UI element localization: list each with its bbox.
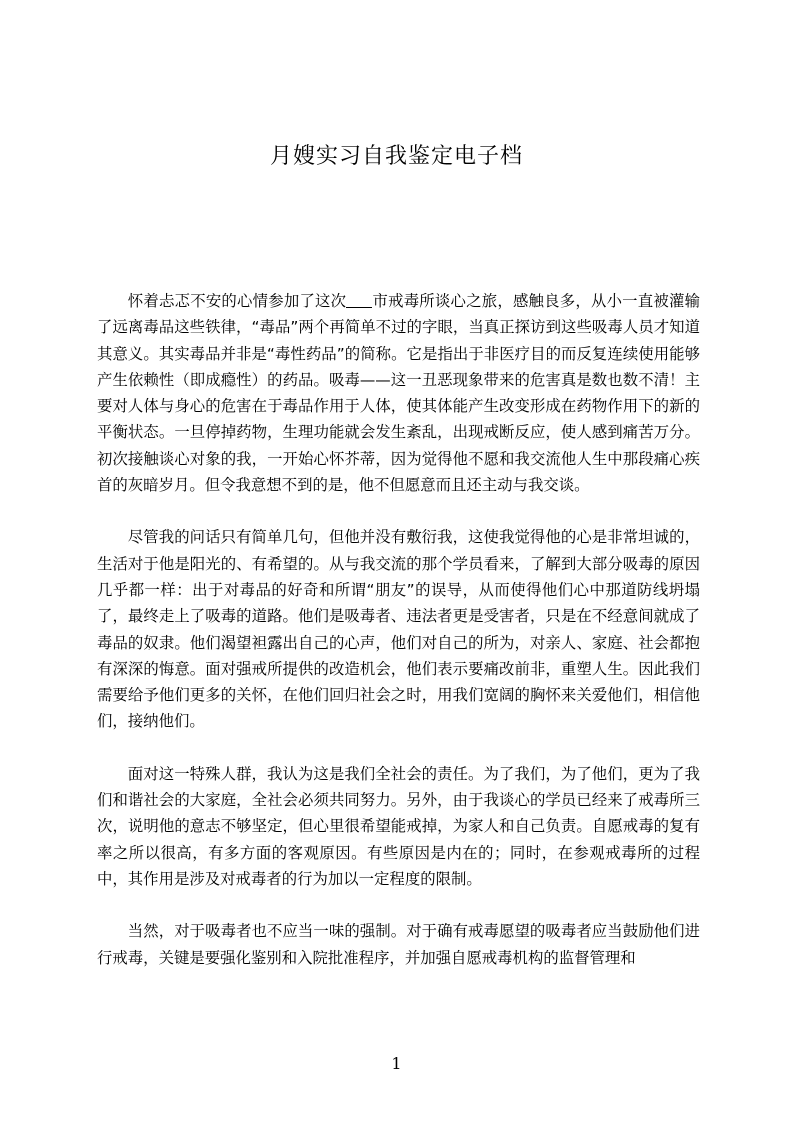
paragraph-3: 面对这一特殊人群，我认为这是我们全社会的责任。为了我们，为了他们，更为了我们和谐社会的大家庭，全社会必须共同努力。另外，由于我谈心的学员已经来了戒毒所三次，说明他的意志不够坚定，但心里很希望能戒掉，为家人和自己负责。自愿戒毒的复有率之所以很高，有多方面的客观原因。有些原因是内在的；同时，在参观戒毒所的过程中，其作用是涉及对戒毒者的行为加以一定程度的限制。 bbox=[97, 764, 700, 888]
paragraph-1-text-end: 市戒毒所谈心之旅，感触良多，从小一直被灌输了远离毒品这些铁律，“毒品”两个再简单不过的字眼，当真正探访到这些吸毒人员才知道其意义。其实毒品并非是“毒性药品”的简称。它是指出于非医疗目的而反复连续使用能够产生依赖性（即成瘾性）的药品。吸毒——这一丑恶现象带来的危害真是数也数不清！主要对人体与身心的危害在于毒品作用于人体，使其体能产生改变形成在药物作用下的新的平衡状态。一旦停掉药物，生理功能就会发生紊乱，出现戒断反应，使人感到痛苦万分。初次接触谈心对象的我，一开始心怀芥蒂，因为觉得他不愿和我交流他人生中那段痛心疾首的灰暗岁月。但令我意想不到的是，他不但愿意而且还主动与我交谈。 bbox=[97, 292, 700, 495]
document-body bbox=[97, 288, 700, 997]
paragraph-1 bbox=[97, 288, 700, 498]
paragraph-4: 当然，对于吸毒者也不应当一味的强制。对于确有戒毒愿望的吸毒者应当鼓励他们进行戒毒，关键是要强化鉴别和入院批准程序，并加强自愿戒毒机构的监督管理和 bbox=[97, 922, 700, 967]
fill-in-blank bbox=[346, 293, 372, 308]
document-title: 月嫂实习自我鉴定电子档 bbox=[269, 144, 523, 169]
paragraph-2: 尽管我的问话只有简单几句，但他并没有敷衍我，这使我觉得他的心是非常坦诚的，生活对于他是阳光的、有希望的。从与我交流的那个学员看来，了解到大部分吸毒的原因几乎都一样：出于对毒品的好奇和所谓“朋友”的误导，从而使得他们心中那道防线坍塌了，最终走上了吸毒的道路。他们是吸毒者、违法者更是受害者，只是在不经意间就成了毒品的奴隶。他们渴望袒露出自己的心声，他们对自己的所为，对亲人、家庭、社会都抱有深深的悔意。面对强戒所提供的改造机会，他们表示要痛改前非，重塑人生。因此我们需要给予他们更多的关怀，在他们回归社会之时，用我们宽阔的胸怀来关爱他们，相信他们，接纳他们。 bbox=[97, 528, 700, 731]
paragraph-1-text-start: 怀着忐忑不安的心情参加了这次 bbox=[127, 292, 347, 310]
page-number: 1 bbox=[391, 1054, 402, 1073]
